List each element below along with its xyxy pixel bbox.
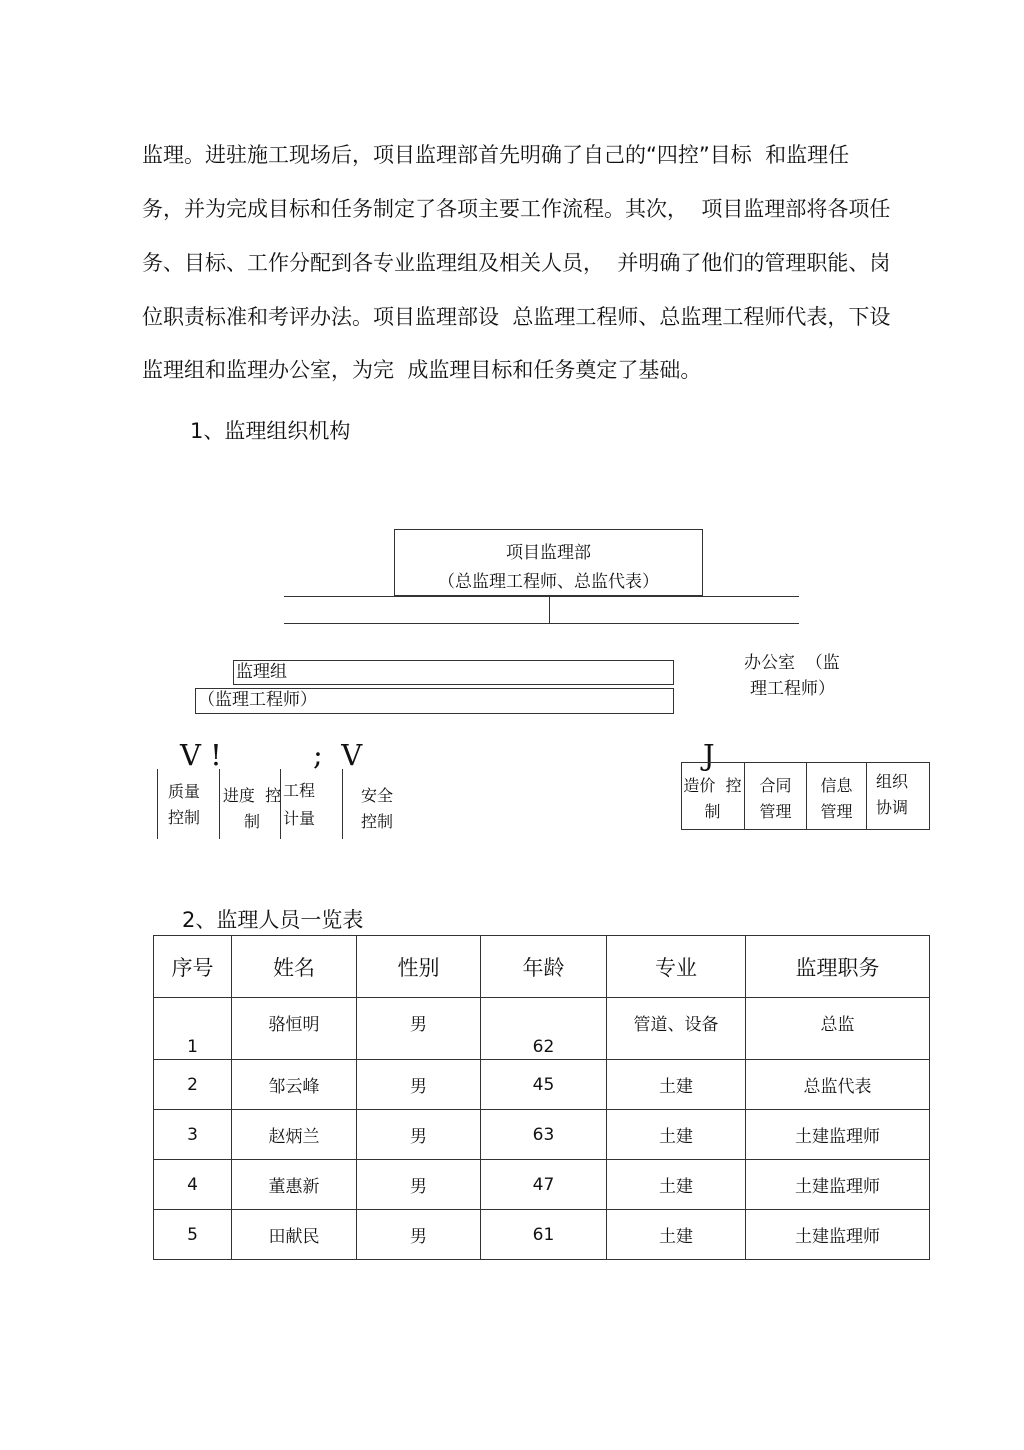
org-item-cost: 造价 控	[683, 776, 742, 795]
table-cell: 63	[481, 1110, 607, 1160]
group-subtitle: （监理工程师）	[198, 690, 317, 710]
divider	[219, 769, 220, 839]
table-cell: 土建监理师	[746, 1160, 930, 1210]
office-label-2: 理工程师）	[750, 679, 835, 699]
section-heading-staff: 2、监理人员一览表	[182, 908, 364, 932]
ocr-glyph: V !	[180, 738, 222, 772]
table-cell: 赵炳兰	[232, 1110, 357, 1160]
org-item-info-2: 管理	[820, 802, 853, 821]
paragraph-line: 务、目标、工作分配到各专业监理组及相关人员， 并明确了他们的管理职能、岗	[142, 251, 891, 275]
org-top-subtitle: （总监理工程师、总监代表）	[438, 572, 659, 592]
org-item-measure-2: 计量	[282, 809, 315, 828]
table-cell: 土建	[607, 1210, 746, 1260]
table-cell: 总监	[746, 998, 930, 1060]
paragraph-line: 位职责标准和考评办法。项目监理部设 总监理工程师、总监理工程师代表，下设	[142, 305, 891, 329]
table-header-row	[154, 936, 930, 998]
table-cell: 男	[357, 1160, 481, 1210]
table-cell: 2	[154, 1060, 232, 1110]
column-header: 专业	[607, 936, 746, 998]
paragraph-line: 务，并为完成目标和任务制定了各项主要工作流程。其次， 项目监理部将各项任	[142, 197, 891, 221]
table-cell: 总监代表	[746, 1060, 930, 1110]
column-header: 监理职务	[746, 936, 930, 998]
table-cell: 3	[154, 1110, 232, 1160]
org-connector	[549, 596, 550, 623]
table-cell: 4	[154, 1160, 232, 1210]
org-item-cost-2: 制	[704, 802, 721, 821]
staff-table	[153, 935, 930, 1260]
table-cell: 邹云峰	[232, 1060, 357, 1110]
column-header: 姓名	[232, 936, 357, 998]
table-cell: 男	[357, 1110, 481, 1160]
paragraph-line: 监理组和监理办公室，为完 成监理目标和任务奠定了基础。	[142, 358, 702, 382]
table-cell: 47	[481, 1160, 607, 1210]
table-row	[154, 1110, 930, 1160]
org-connector	[284, 623, 799, 624]
org-item-contract-2: 管理	[759, 802, 792, 821]
org-connector	[284, 596, 799, 597]
org-item-info: 信息	[820, 776, 853, 795]
table-cell: 男	[357, 998, 481, 1060]
table-cell: 土建监理师	[746, 1210, 930, 1260]
table-cell: 土建	[607, 1110, 746, 1160]
table-cell: 管道、设备	[607, 998, 746, 1060]
table-cell: 土建监理师	[746, 1110, 930, 1160]
org-item-measure: 工程	[282, 781, 315, 800]
table-cell: 田献民	[232, 1210, 357, 1260]
table-cell: 62	[481, 998, 607, 1060]
ocr-glyph: ; V	[313, 738, 363, 772]
table-cell: 男	[357, 1210, 481, 1260]
table-cell: 土建	[607, 1060, 746, 1110]
paragraph-line: 监理。进驻施工现场后，项目监理部首先明确了自己的“四控”目标 和监理任	[142, 143, 850, 167]
column-header: 序号	[154, 936, 232, 998]
column-header: 年龄	[481, 936, 607, 998]
office-label: 办公室 （监	[744, 653, 840, 673]
org-item-coordination-2: 协调	[875, 798, 908, 817]
section-heading-org: 1、监理组织机构	[190, 419, 351, 443]
divider	[342, 769, 343, 839]
column-header: 性别	[357, 936, 481, 998]
table-row	[154, 1160, 930, 1210]
group-title: 监理组	[236, 662, 287, 682]
table-cell: 5	[154, 1210, 232, 1260]
table-row	[154, 1210, 930, 1260]
org-top-title: 项目监理部	[506, 543, 591, 563]
org-item-safety: 安全	[360, 786, 393, 805]
org-item-contract: 合同	[759, 776, 792, 795]
table-cell: 土建	[607, 1160, 746, 1210]
org-item-quality: 质量	[167, 782, 200, 801]
org-item-schedule: 进度 控	[222, 786, 282, 805]
org-item-safety-2: 控制	[360, 812, 393, 831]
table-cell: 骆恒明	[232, 998, 357, 1060]
group-title-box	[233, 660, 674, 685]
table-cell: 1	[154, 998, 232, 1060]
ocr-glyph: J	[703, 738, 715, 772]
table-cell: 45	[481, 1060, 607, 1110]
table-cell: 董惠新	[232, 1160, 357, 1210]
table-cell: 男	[357, 1060, 481, 1110]
org-item-quality-2: 控制	[167, 808, 200, 827]
org-item-coordination: 组织	[875, 772, 908, 791]
table-row	[154, 1060, 930, 1110]
table-row	[154, 998, 930, 1060]
org-item-schedule-2: 制	[243, 812, 260, 831]
table-cell: 61	[481, 1210, 607, 1260]
